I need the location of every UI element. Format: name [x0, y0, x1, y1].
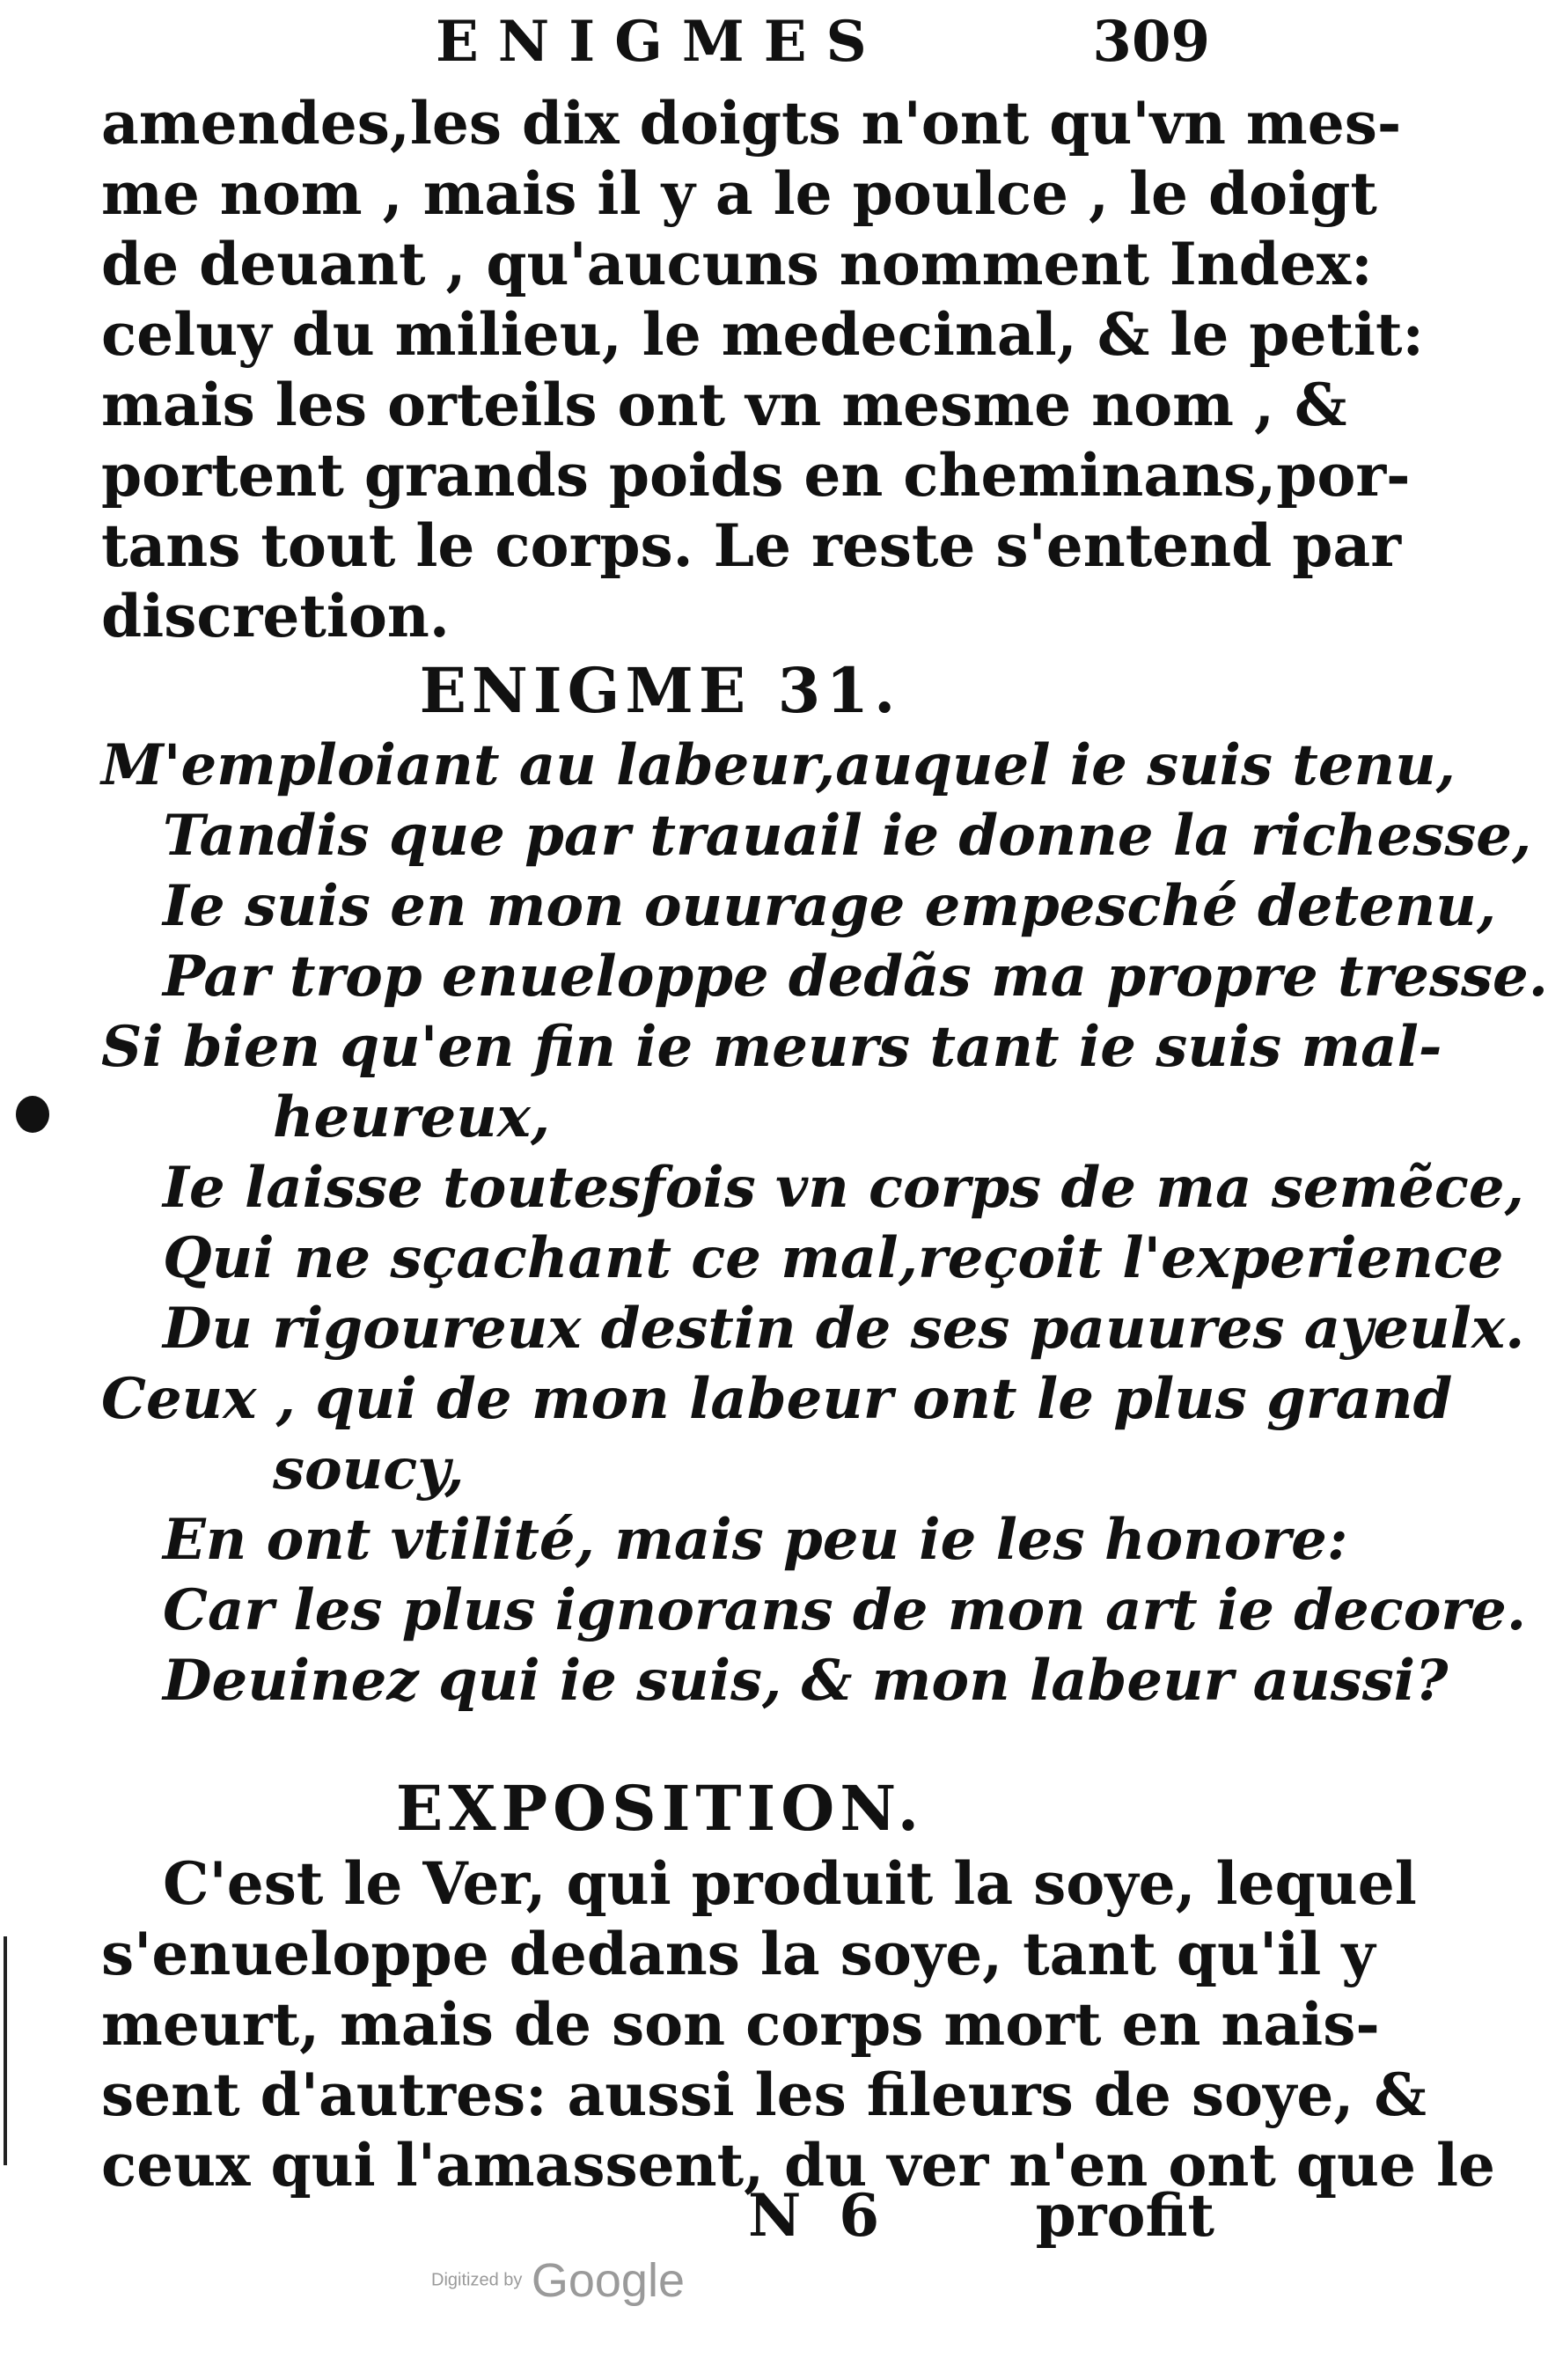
text-line: celuy du milieu, le medecinal, & le petit:	[101, 300, 1424, 369]
verse-line: Ie suis en mon ouurage empesché detenu,	[163, 873, 1497, 939]
digitized-by-label: Digitized by	[431, 2270, 523, 2290]
text-line: sent d'autres: aussi les fileurs de soye, &	[101, 2060, 1427, 2129]
prose-top	[101, 88, 1424, 651]
verse-line: En ont vtilité, mais peu ie les honore:	[163, 1507, 1348, 1573]
ink-spot	[16, 1096, 49, 1133]
verse-line: Du rigoureux destin de ses pauures ayeulx.	[163, 1296, 1525, 1362]
verse-block	[101, 731, 1548, 1716]
verse-line: heureux,	[273, 1084, 551, 1150]
text-line: tans tout le corps. Le reste s'entend par	[101, 511, 1401, 580]
verse-line: soucy,	[273, 1436, 465, 1502]
page-edge-mark	[4, 1936, 7, 2165]
verse-line: Deuinez qui ie suis, & mon labeur aussi?	[163, 1648, 1449, 1714]
text-line: meurt, mais de son corps mort en nais-	[101, 1990, 1380, 2059]
page-number: 309	[1092, 9, 1210, 75]
enigme-heading: ENIGME 31.	[419, 654, 901, 727]
text-line: de deuant , qu'aucuns nomment Index:	[101, 230, 1373, 298]
verse-line: Si bien qu'en fin ie meurs tant ie suis mal-	[101, 1014, 1442, 1080]
verse-line: Tandis que par trauail ie donne la richesse,	[163, 803, 1532, 869]
text-line: mais les orteils ont vn mesme nom , &	[101, 371, 1347, 439]
running-head	[101, 9, 1210, 88]
text-line: portent grands poids en cheminans,por-	[101, 441, 1411, 510]
verse-line: Ie laisse toutesfois vn corps de ma semẽce,	[163, 1155, 1524, 1221]
text-line: amendes,les dix doigts n'ont qu'vn mes-	[101, 89, 1402, 158]
text-line: C'est le Ver, qui produit la soye, lequel	[163, 1849, 1417, 1918]
text-line: ceux qui l'amassent, du ver n'en ont que le	[101, 2131, 1496, 2200]
google-logo: Google	[531, 2254, 685, 2307]
digitized-watermark	[431, 2253, 685, 2308]
verse-line: M'emploiant au labeur,auquel ie suis tenu,	[101, 732, 1456, 798]
text-line: s'enueloppe dedans la soye, tant qu'il y	[101, 1920, 1376, 1988]
running-title: ENIGMES	[436, 9, 886, 75]
text-line: discretion.	[101, 582, 450, 650]
verse-line: Par trop enueloppe dedãs ma propre tresse.	[163, 944, 1548, 1010]
verse-line: Qui ne sçachant ce mal,reçoit l'experience	[163, 1225, 1504, 1291]
verse-line: Ceux , qui de mon labeur ont le plus grand	[101, 1366, 1453, 1432]
text-line: me nom , mais il y a le poulce , le doigt	[101, 159, 1377, 228]
catchword: profit	[1035, 2181, 1214, 2250]
verse-line: Car les plus ignorans de mon art ie decore.	[163, 1577, 1527, 1643]
exposition-heading: EXPOSITION.	[395, 1772, 925, 1845]
prose-bottom	[101, 1848, 1496, 2200]
signature-mark: N 6	[748, 2181, 889, 2250]
